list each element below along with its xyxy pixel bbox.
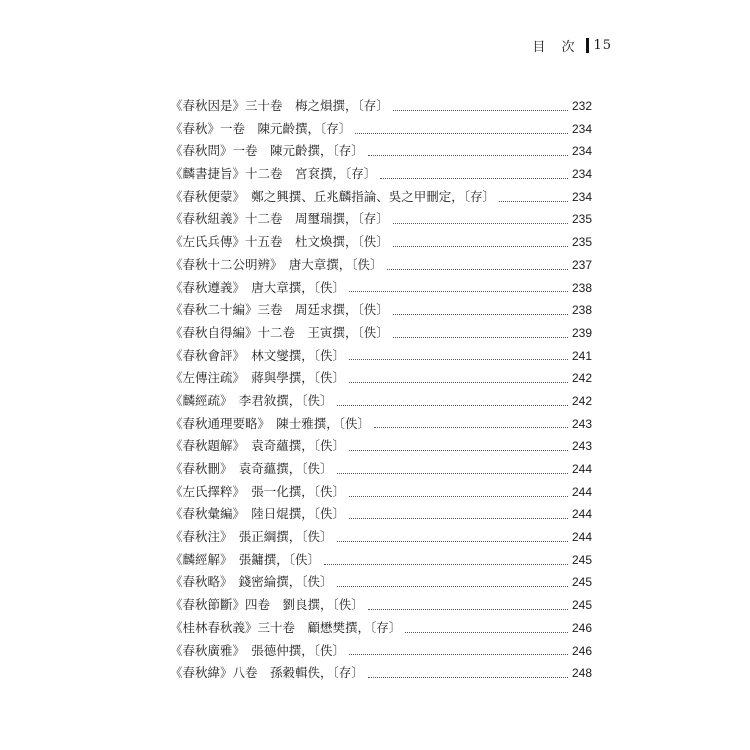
toc-entry-title: 《春秋會評》 林文燮撰，〔佚〕	[170, 347, 346, 363]
leader-dots	[349, 450, 568, 451]
toc-entry	[170, 641, 592, 664]
table-of-contents	[170, 96, 592, 686]
leader-dots	[349, 496, 568, 497]
toc-entry-title: 《春秋略》 錢密綸撰，〔佚〕	[170, 574, 333, 590]
running-header	[532, 36, 612, 55]
toc-entry-page: 241	[571, 348, 592, 363]
toc-entry	[170, 527, 592, 550]
leader-dots	[393, 246, 568, 247]
toc-entry	[170, 550, 592, 573]
toc-entry-page: 248	[571, 666, 592, 681]
leader-dots	[349, 359, 568, 360]
toc-entry	[170, 323, 592, 346]
toc-entry	[170, 663, 592, 686]
leader-dots	[324, 564, 568, 565]
leader-dots	[337, 541, 568, 542]
toc-entry-title: 《麟經解》 張鏞撰，〔佚〕	[170, 551, 321, 567]
toc-entry-title: 《春秋問》一卷 陳元齡撰，〔存〕	[170, 143, 364, 159]
toc-entry-page: 246	[571, 620, 592, 635]
toc-entry	[170, 595, 592, 618]
toc-entry	[170, 300, 592, 323]
toc-entry	[170, 346, 592, 369]
toc-entry	[170, 209, 592, 232]
toc-entry-page: 239	[571, 325, 592, 340]
toc-entry-page: 235	[571, 212, 592, 227]
leader-dots	[368, 155, 568, 156]
leader-dots	[349, 654, 568, 655]
leader-dots	[337, 405, 568, 406]
toc-entry	[170, 141, 592, 164]
toc-entry-page: 245	[571, 552, 592, 567]
leader-dots	[380, 178, 568, 179]
toc-entry-page: 242	[571, 393, 592, 408]
toc-entry-page: 245	[571, 575, 592, 590]
toc-entry-page: 242	[571, 371, 592, 386]
toc-entry	[170, 164, 592, 187]
toc-entry	[170, 278, 592, 301]
toc-entry-page: 243	[571, 439, 592, 454]
toc-entry-title: 《春秋注》 張正綱撰，〔佚〕	[170, 529, 333, 545]
toc-entry-page: 243	[571, 416, 592, 431]
toc-entry-title: 《春秋十二公明辨》 唐大章撰，〔佚〕	[170, 256, 383, 272]
toc-entry-title: 《左氏兵傳》十五卷 杜文煥撰，〔佚〕	[170, 234, 389, 250]
toc-entry-page: 244	[571, 462, 592, 476]
toc-entry-title: 《春秋節斷》四卷 劉良撰，〔佚〕	[170, 597, 364, 613]
toc-entry	[170, 504, 592, 527]
toc-entry	[170, 96, 592, 119]
toc-entry-title: 《春秋題解》 袁奇蘊撰，〔佚〕	[170, 438, 346, 454]
toc-entry-page: 232	[571, 99, 592, 113]
toc-entry-title: 《麟書捷旨》十二卷 宮袞撰，〔存〕	[170, 166, 377, 182]
toc-entry	[170, 119, 592, 142]
toc-entry	[170, 572, 592, 595]
toc-entry-title: 《春秋廣雅》 張德仲撰，〔佚〕	[170, 642, 346, 658]
leader-dots	[368, 609, 568, 610]
toc-entry-page: 234	[571, 189, 592, 204]
toc-entry-page: 235	[571, 235, 592, 250]
toc-entry-title: 《春秋緯》八卷 孫穀輯佚，〔存〕	[170, 665, 364, 681]
toc-entry-page: 244	[571, 484, 592, 499]
header-divider	[586, 38, 589, 53]
leader-dots	[355, 133, 568, 134]
toc-entry-page: 238	[571, 280, 592, 295]
leader-dots	[393, 223, 568, 224]
leader-dots	[337, 586, 568, 587]
toc-entry-page: 244	[571, 530, 592, 545]
toc-entry-page: 237	[571, 257, 592, 272]
toc-entry-title: 《左傳注疏》 蔣與學撰，〔佚〕	[170, 370, 346, 386]
toc-entry-title: 《春秋遵義》 唐大章撰，〔佚〕	[170, 279, 346, 295]
toc-entry-title: 《麟經疏》 李君敘撰，〔佚〕	[170, 392, 333, 408]
leader-dots	[374, 427, 568, 428]
page-title: 目 次	[532, 40, 581, 55]
toc-entry-title: 《桂林春秋義》三十卷 顧懋樊撰，〔存〕	[170, 619, 402, 635]
toc-entry	[170, 187, 592, 210]
toc-entry-page: 238	[571, 303, 592, 318]
toc-entry-page: 246	[571, 643, 592, 658]
leader-dots	[349, 518, 568, 519]
leader-dots	[349, 291, 568, 292]
toc-entry	[170, 459, 592, 482]
leader-dots	[393, 110, 568, 111]
toc-entry-page: 244	[571, 507, 592, 522]
toc-entry	[170, 255, 592, 278]
toc-entry-title: 《春秋二十編》三卷 周廷求撰，〔佚〕	[170, 302, 389, 318]
toc-entry-page: 245	[571, 598, 592, 613]
toc-entry	[170, 436, 592, 459]
leader-dots	[349, 382, 568, 383]
toc-entry-page: 234	[571, 121, 592, 136]
toc-entry	[170, 618, 592, 641]
toc-entry-title: 《春秋便蒙》 鄭之興撰、丘兆麟指論、吳之甲刪定，〔存〕	[170, 188, 496, 204]
toc-entry	[170, 232, 592, 255]
toc-entry-title: 《春秋》一卷 陳元齡撰，〔存〕	[170, 120, 352, 136]
toc-entry-title: 《春秋彙編》 陸日焜撰，〔佚〕	[170, 506, 346, 522]
leader-dots	[499, 201, 568, 202]
toc-entry-title: 《春秋紐義》十二卷 周璽瑞撰，〔存〕	[170, 211, 389, 227]
toc-entry	[170, 368, 592, 391]
toc-entry-page: 234	[571, 167, 592, 182]
toc-entry	[170, 414, 592, 437]
toc-entry-title: 《春秋通理要略》 陳士雅撰，〔佚〕	[170, 415, 371, 431]
leader-dots	[387, 269, 568, 270]
page-number: 15	[593, 38, 612, 53]
toc-entry-title: 《春秋刪》 袁奇蘊撰，〔佚〕	[170, 461, 333, 476]
leader-dots	[393, 314, 568, 315]
leader-dots	[393, 337, 568, 338]
toc-entry	[170, 391, 592, 414]
toc-entry	[170, 482, 592, 505]
leader-dots	[368, 677, 568, 678]
toc-entry-page: 234	[571, 144, 592, 159]
toc-entry-title: 《春秋因是》三十卷 梅之熉撰，〔存〕	[170, 98, 389, 113]
leader-dots	[337, 473, 568, 474]
toc-entry-title: 《左氏擇粹》 張一化撰，〔佚〕	[170, 483, 346, 499]
leader-dots	[405, 632, 568, 633]
toc-entry-title: 《春秋自得編》十二卷 王寅撰，〔佚〕	[170, 324, 389, 340]
